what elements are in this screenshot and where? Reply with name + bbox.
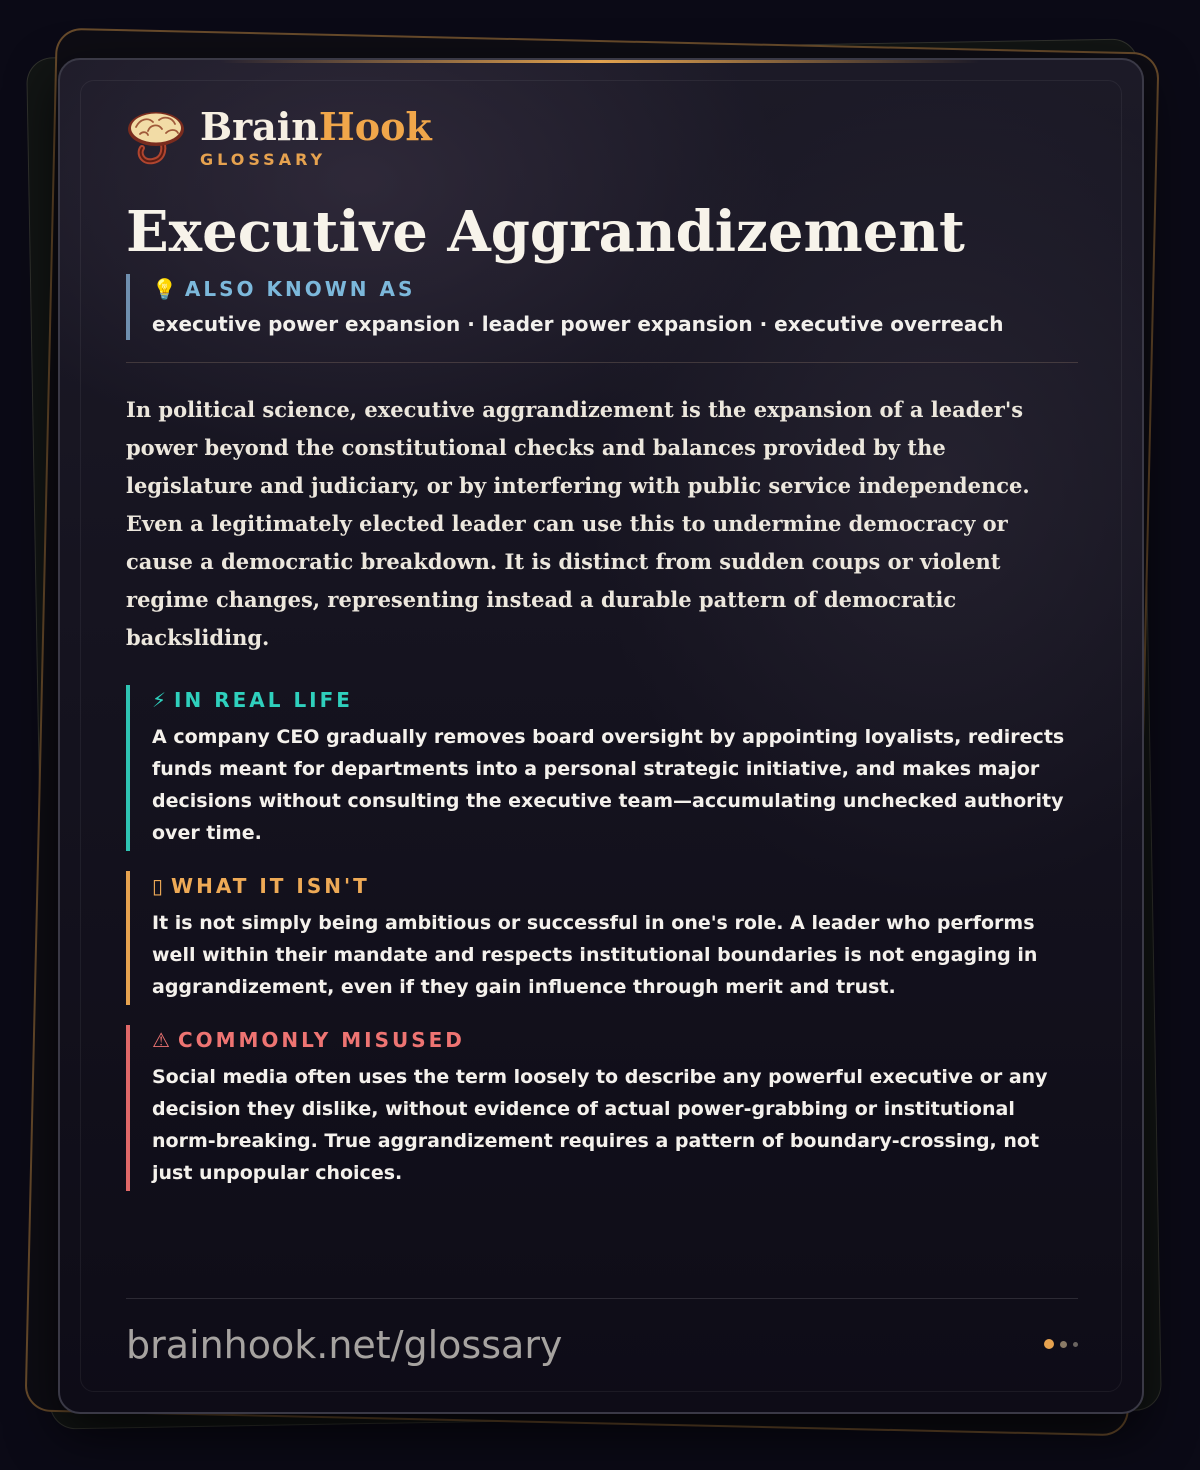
brand-subtitle: GLOSSARY (200, 149, 327, 169)
what-it-isnt-body: It is not simply being ambitious or successful in one's role. A leader who performs well within their mandate and respects institutional boundaries is not engaging in aggrandizement, even if they gain influence through merit and trust. (152, 912, 1038, 998)
commonly-misused-heading (152, 1027, 1078, 1053)
term-title: Executive Aggrandizement (126, 199, 965, 265)
pagination-dots (1038, 1339, 1078, 1349)
brand-name (200, 103, 432, 149)
also-known-as-heading (152, 276, 1078, 302)
what-it-isnt-label: WHAT IT ISN'T (171, 874, 370, 898)
commonly-misused-section (126, 1025, 1078, 1191)
brain-hook-icon (126, 107, 186, 167)
card-top-accent (220, 60, 980, 63)
what-it-isnt-heading (152, 873, 1078, 899)
dot-active (1044, 1339, 1054, 1349)
missing-glyph-icon: ▯ (152, 874, 164, 898)
dot (1073, 1342, 1078, 1347)
also-known-as-label: ALSO KNOWN AS (184, 277, 416, 301)
dot (1060, 1341, 1067, 1348)
lightning-icon: ⚡ (152, 688, 167, 712)
real-life-label: IN REAL LIFE (174, 688, 353, 712)
brand-name-hook: Hook (318, 103, 432, 149)
brand-name-brain: Brain (200, 103, 319, 149)
real-life-section (126, 685, 1078, 851)
definition-text: In political science, executive aggrandizement is the expansion of a leader's power beyond the constitutional checks and balances provided by the legislature and judiciary, or by interfering with public service independence. Even a legitimately elected leader can use this to undermine democracy or cause a democratic breakdown. It is distinct from sudden coups or violent regime changes, representing instead a durable pattern of democratic backsliding. (126, 397, 1030, 650)
glossary-card (58, 58, 1144, 1414)
commonly-misused-body: Social media often uses the term loosely to describe any powerful executive or any decision they dislike, without evidence of actual power-grabbing or institutional norm-breaking. True aggrandizement requires a pattern of boundary-crossing, not just unpopular choices. (152, 1066, 1048, 1184)
lightbulb-icon: 💡 (152, 277, 177, 301)
warning-icon: ⚠ (152, 1028, 170, 1052)
also-known-as-terms: executive power expansion · leader power expansion · executive overreach (152, 312, 1004, 336)
divider (126, 362, 1078, 363)
card-footer (126, 1298, 1078, 1367)
brand-text (200, 103, 432, 169)
what-it-isnt-section (126, 871, 1078, 1005)
brand-header (126, 102, 1078, 172)
commonly-misused-label: COMMONLY MISUSED (177, 1028, 465, 1052)
real-life-body: A company CEO gradually removes board oversight by appointing loyalists, redirects funds meant for departments into a personal strategic initiative, and makes major decisions without consulting the executive team—accumulating unchecked authority over time. (152, 726, 1065, 844)
real-life-heading (152, 687, 1078, 713)
also-known-as-block (126, 274, 1078, 340)
card-content (126, 102, 1078, 1211)
footer-url: brainhook.net/glossary (126, 1323, 563, 1367)
